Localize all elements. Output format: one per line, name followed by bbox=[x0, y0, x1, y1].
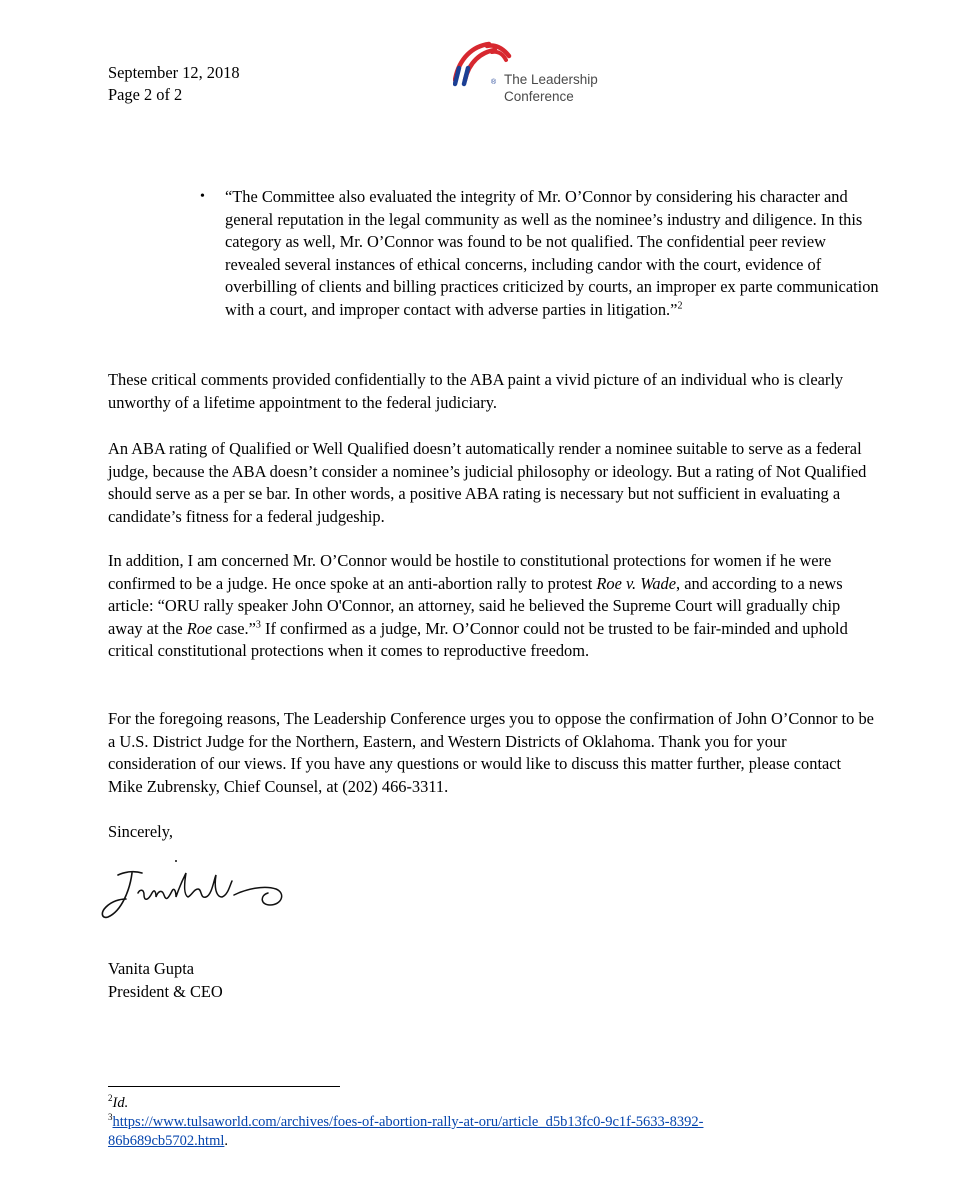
registered-mark: ® bbox=[491, 79, 497, 86]
footnote-2-number: 2 bbox=[108, 1093, 113, 1104]
paragraph-critical-comments: These critical comments provided confidentially to the ABA paint a vivid picture of an individual who is clearly unworthy of a lifetime appointment to the federal judiciary. bbox=[108, 370, 844, 412]
p3-italic-roe: Roe bbox=[186, 618, 213, 638]
logo-line-2: Conference bbox=[504, 89, 574, 104]
footnote-2-text: Id. bbox=[112, 1095, 129, 1111]
bullet-text bbox=[225, 186, 880, 321]
footnote-divider bbox=[108, 1086, 340, 1087]
signature-image bbox=[96, 855, 296, 935]
p3-italic-roe-v-wade: Roe v. Wade bbox=[596, 573, 677, 593]
handwritten-signature-icon bbox=[96, 855, 296, 935]
footnote-3-number: 3 bbox=[108, 1112, 113, 1123]
signer-block bbox=[108, 957, 223, 1003]
leadership-conference-logo bbox=[453, 40, 613, 108]
letter-header bbox=[108, 62, 240, 106]
signer-name: Vanita Gupta bbox=[108, 959, 195, 978]
paragraph-constitutional-protections bbox=[108, 550, 878, 663]
logo-line-1: The Leadership bbox=[504, 72, 598, 87]
bullet-quote: “The Committee also evaluated the integrity of Mr. O’Connor by considering his character and general reputation in the legal community as well as the nominee’s industry and diligence. In this category as well, Mr. O’Connor was found to be not qualified. The confidential peer review revealed several instances of ethical concerns, including candor with the court, evidence of overbilling of clients and billing practices criticized by courts, an improper ex parte communication with a court, and improper contact with adverse parties in litigation.” bbox=[225, 187, 879, 319]
closing-salutation: Sincerely, bbox=[108, 822, 173, 841]
footnote-ref-2: 2 bbox=[677, 300, 683, 312]
footnote-3-link[interactable]: https://www.tulsaworld.com/archives/foes-of-abortion-rally-at-oru/article_d5b13fc0-9c1f-5633-8392-86b689cb5702.html bbox=[108, 1114, 704, 1149]
footnote-2 bbox=[108, 1094, 808, 1113]
paragraph-foregoing-reasons: For the foregoing reasons, The Leadership Conference urges you to oppose the confirmation of John O’Connor to be a U.S. District Judge for the Northern, Eastern, and Western Districts of Oklahoma. Thank you for your consideration of our views. If you have any questions or would like to discuss this matter further, please contact Mike Zubrensky, Chief Counsel, at (202) 466-3311. bbox=[108, 709, 874, 796]
footnote-3 bbox=[108, 1113, 808, 1151]
p3-text-2: , and according to a news article: “ORU rally speaker John O'Connor, an attorney, said he believed the Supreme Court will gradually chip away at the bbox=[108, 573, 843, 638]
footnote-ref-3: 3 bbox=[255, 619, 261, 631]
logo-text bbox=[504, 71, 598, 105]
signer-title: President & CEO bbox=[108, 982, 223, 1001]
letter-date: September 12, 2018 bbox=[108, 63, 240, 82]
footnotes bbox=[108, 1094, 808, 1151]
footnote-3-suffix: . bbox=[224, 1133, 229, 1149]
p3-text-4: If confirmed as a judge, Mr. O’Connor could not be trusted to be fair-minded and uphold critical constitutional protections when it comes to reproductive freedom. bbox=[108, 618, 848, 660]
p3-text-1: In addition, I am concerned Mr. O’Connor would be hostile to constitutional protections for women if he were confirmed to be a judge. He once spoke at an anti-abortion rally to protest bbox=[108, 551, 832, 593]
page-number: Page 2 of 2 bbox=[108, 85, 183, 104]
bullet-marker: • bbox=[200, 189, 205, 204]
paragraph-aba-rating: An ABA rating of Qualified or Well Qualified doesn’t automatically render a nominee suitable to serve as a federal judge, because the ABA doesn’t consider a nominee’s judicial philosophy or ideology. But a rating of Not Qualified should serve as a per se bar. In other words, a positive ABA rating is necessary but not sufficient in evaluating a candidate’s fitness for a federal judgeship. bbox=[108, 439, 867, 526]
p3-text-3: case.” bbox=[212, 618, 256, 638]
